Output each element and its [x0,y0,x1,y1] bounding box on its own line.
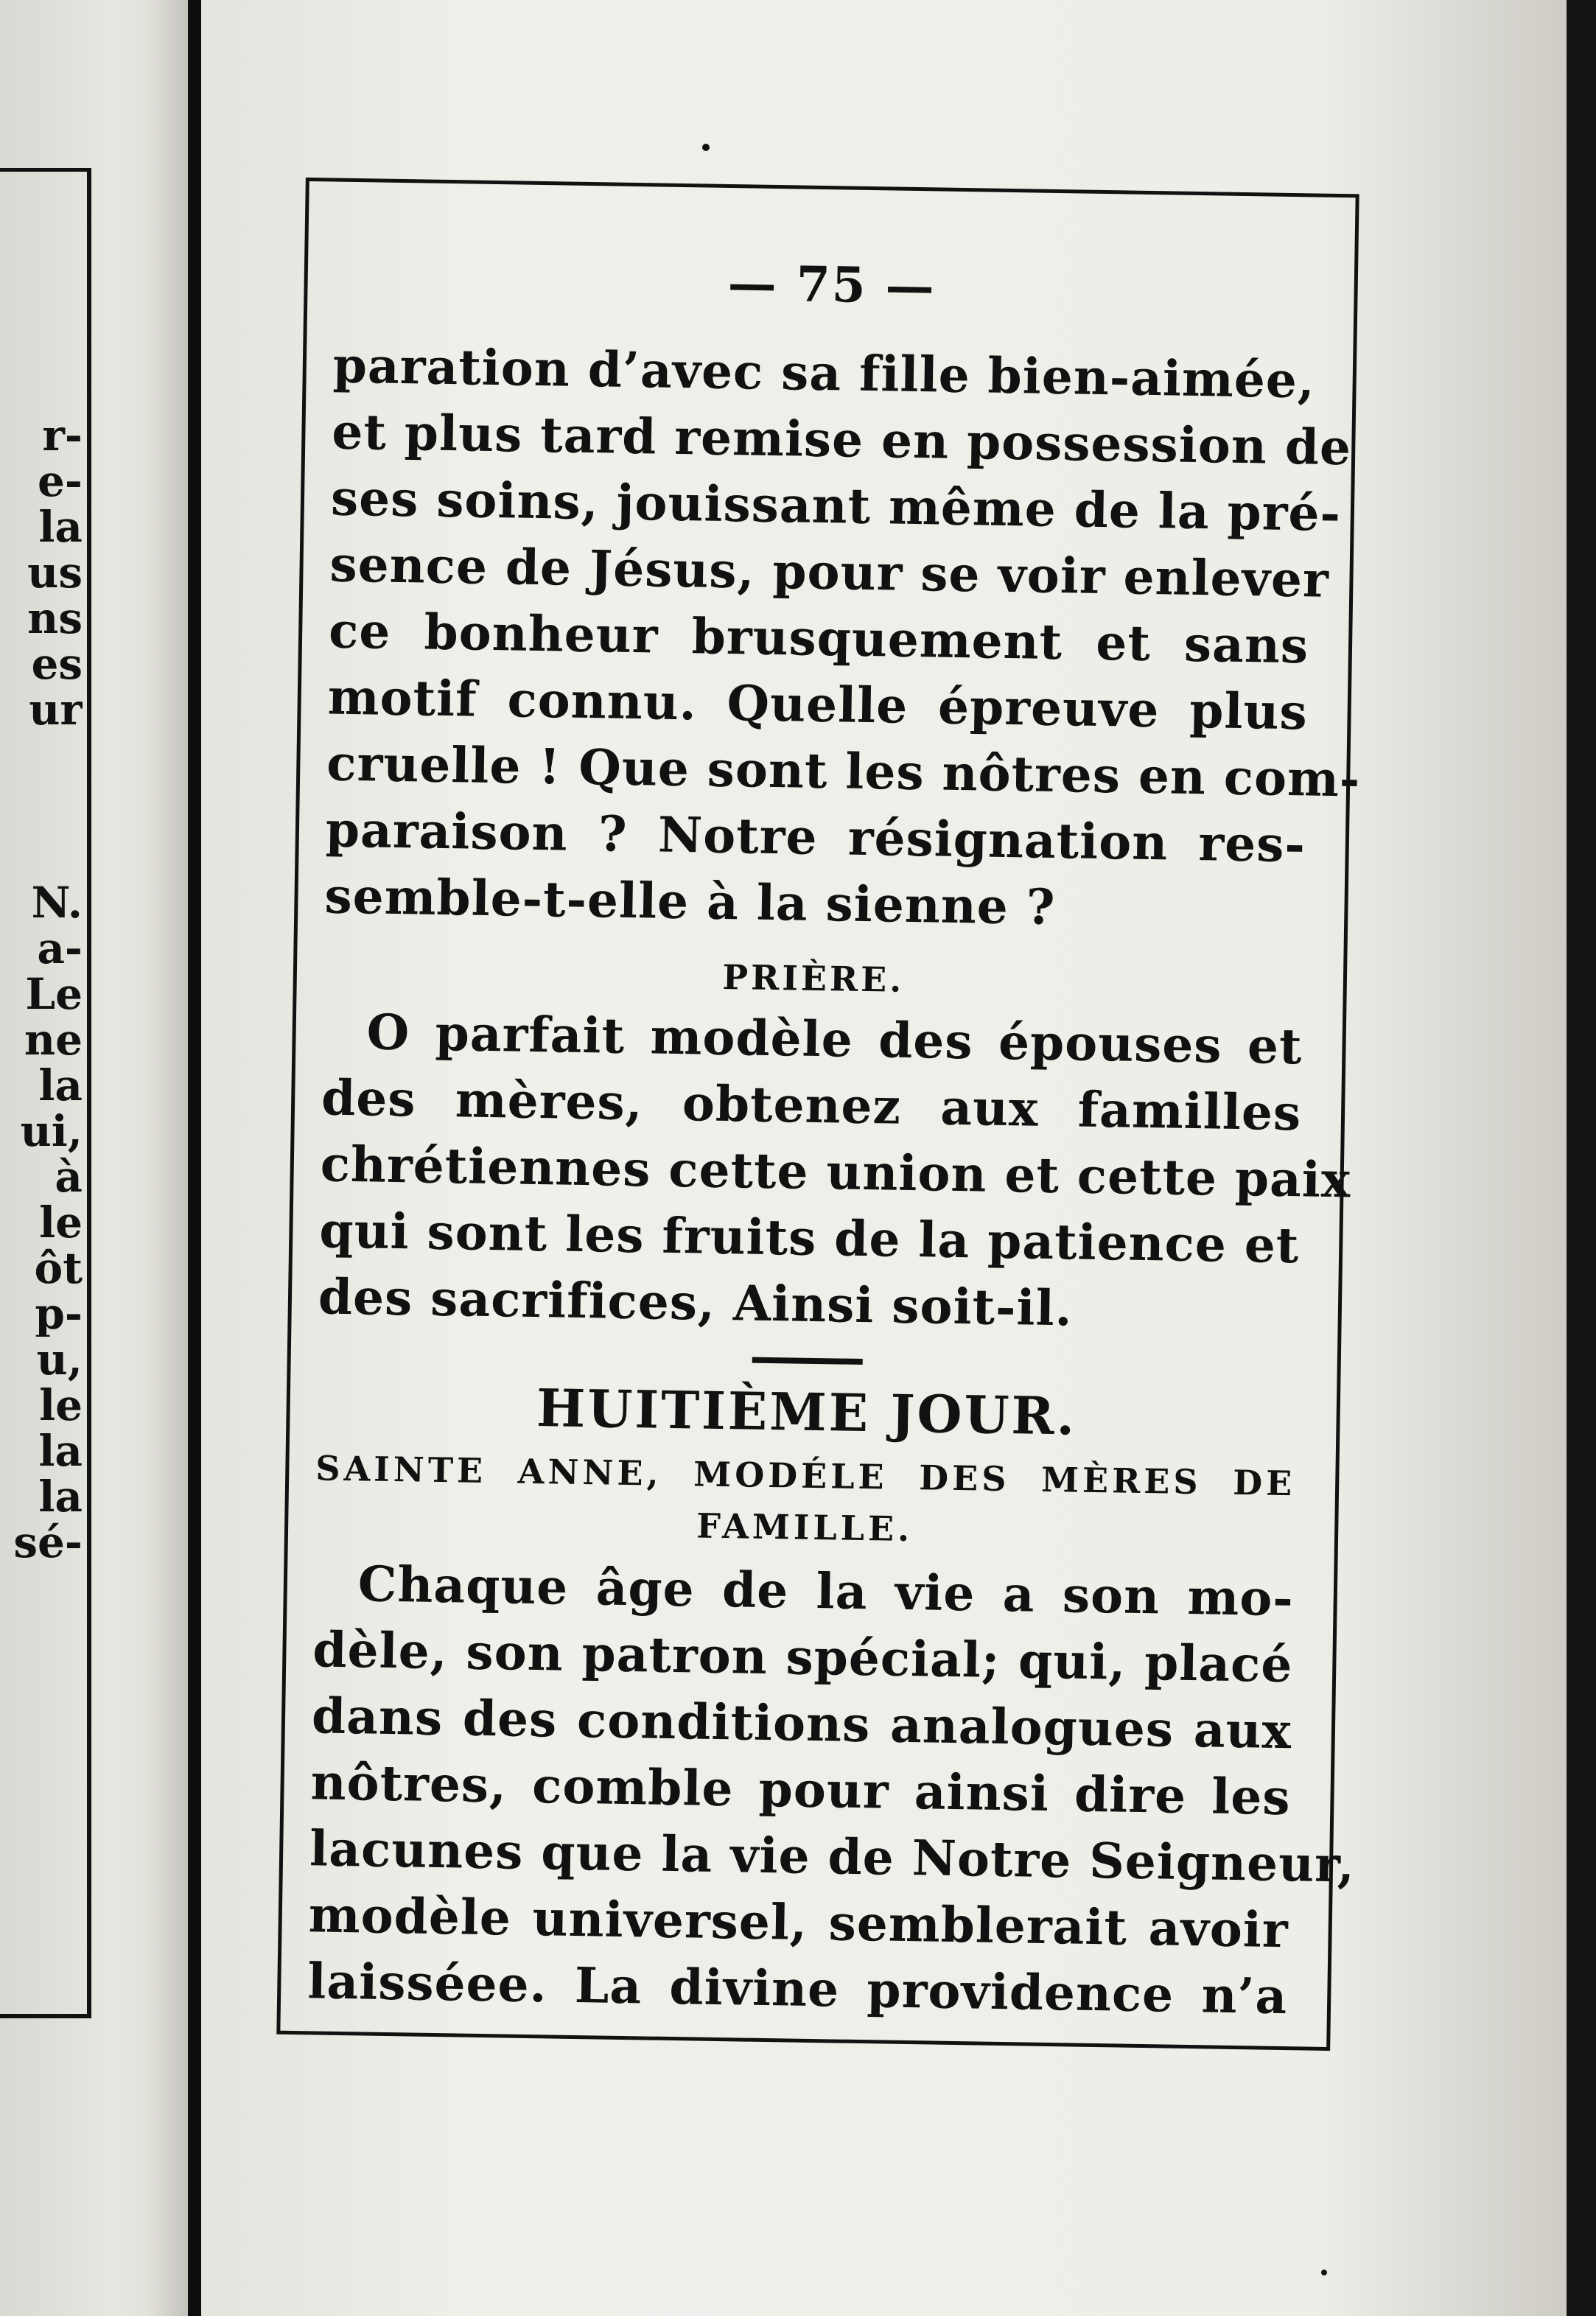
text-line: paraison ? Notre résignation res- [325,800,1306,874]
paragraph-main [307,1550,1356,2029]
text-line: laisséee. La divine providence n’a [307,1952,1288,2026]
priere-heading: PRIÈRE. [722,956,905,1000]
text-line: des sacrifices, Ainsi soit-il. [318,1267,1074,1337]
left-page [0,0,188,2316]
text-line: et plus tard remise en possession de [331,402,1352,477]
left-fragment: a- [37,926,83,971]
text-line: modèle universel, semblerait avoir [308,1886,1289,1959]
left-fragment: ns [27,595,83,641]
text-line: qui sont les fruits de la patience et [318,1201,1300,1275]
book-spine [188,0,201,2316]
left-fragment: ôt [34,1245,83,1291]
paragraph-continuation [323,332,1361,945]
text-line: paration d’avec sa fille bien-aimée, [332,336,1316,410]
text-line: ce bonheur brusquement et sans [328,601,1309,675]
subtitle-line: FAMILLE. [696,1505,914,1550]
left-fragment: ui, [20,1108,83,1154]
page-body [307,248,1361,2030]
text-line: motif connu. Quelle épreuve plus [327,668,1309,741]
day-subtitle [315,1442,1296,1561]
text-line: cruelle ! Que sont les nôtres en com- [326,734,1361,808]
priere-paragraph [318,998,1351,1345]
page-text-frame [276,178,1359,2051]
subtitle-line: SAINTE ANNE, MODÉLE DES MÈRES DE [315,1448,1296,1504]
left-fragment: la [38,1428,83,1474]
left-fragment: la [38,504,83,550]
left-fragment: la [38,1063,83,1108]
left-fragment: le [39,1200,83,1245]
text-line: O parfait modèle des épouses et [366,1003,1303,1076]
text-line: ses soins, jouissant même de la pré- [330,469,1342,543]
left-fragment: Le [25,971,83,1017]
day-heading: HUITIÈME JOUR. [536,1377,1077,1447]
left-fragment: r- [42,413,83,458]
text-line: des mères, obtenez aux familles [321,1068,1302,1142]
left-fragment: ur [29,687,83,732]
text-line: dèle, son patron spécial; qui, placé [312,1620,1293,1694]
ink-speck [702,144,710,151]
left-fragment: la [38,1474,83,1519]
left-fragment: le [39,1382,83,1428]
page-edge-shadow [1567,0,1596,2316]
gutter-shadow [147,0,188,2316]
left-fragment: N. [31,880,83,926]
text-line: lacunes que la vie de Notre Seigneur, [309,1819,1356,1894]
left-fragment: e- [38,458,83,504]
left-fragment: sé- [13,1519,83,1565]
text-line: dans des conditions analogues aux [311,1687,1292,1760]
text-line: nôtres, comble pour ainsi dire les [310,1753,1292,1827]
left-fragment: es [31,641,83,687]
text-line: Chaque âge de la vie a son mo- [357,1555,1295,1628]
left-fragment: ne [24,1017,83,1063]
text-line: sence de Jésus, pour se voir enlever [329,535,1330,609]
left-page-fragments [0,413,83,1565]
left-fragment: à [55,1154,83,1200]
section-divider [752,1357,863,1365]
ink-speck [1321,2270,1327,2275]
left-fragment: p- [35,1291,83,1337]
left-fragment: us [27,550,83,595]
page-number: — 75 — [727,253,937,315]
text-line: chrétiennes cette union et cette paix [320,1135,1351,1209]
left-fragment: u, [36,1337,83,1382]
text-line: semble-t-elle à la sienne ? [323,867,1057,937]
